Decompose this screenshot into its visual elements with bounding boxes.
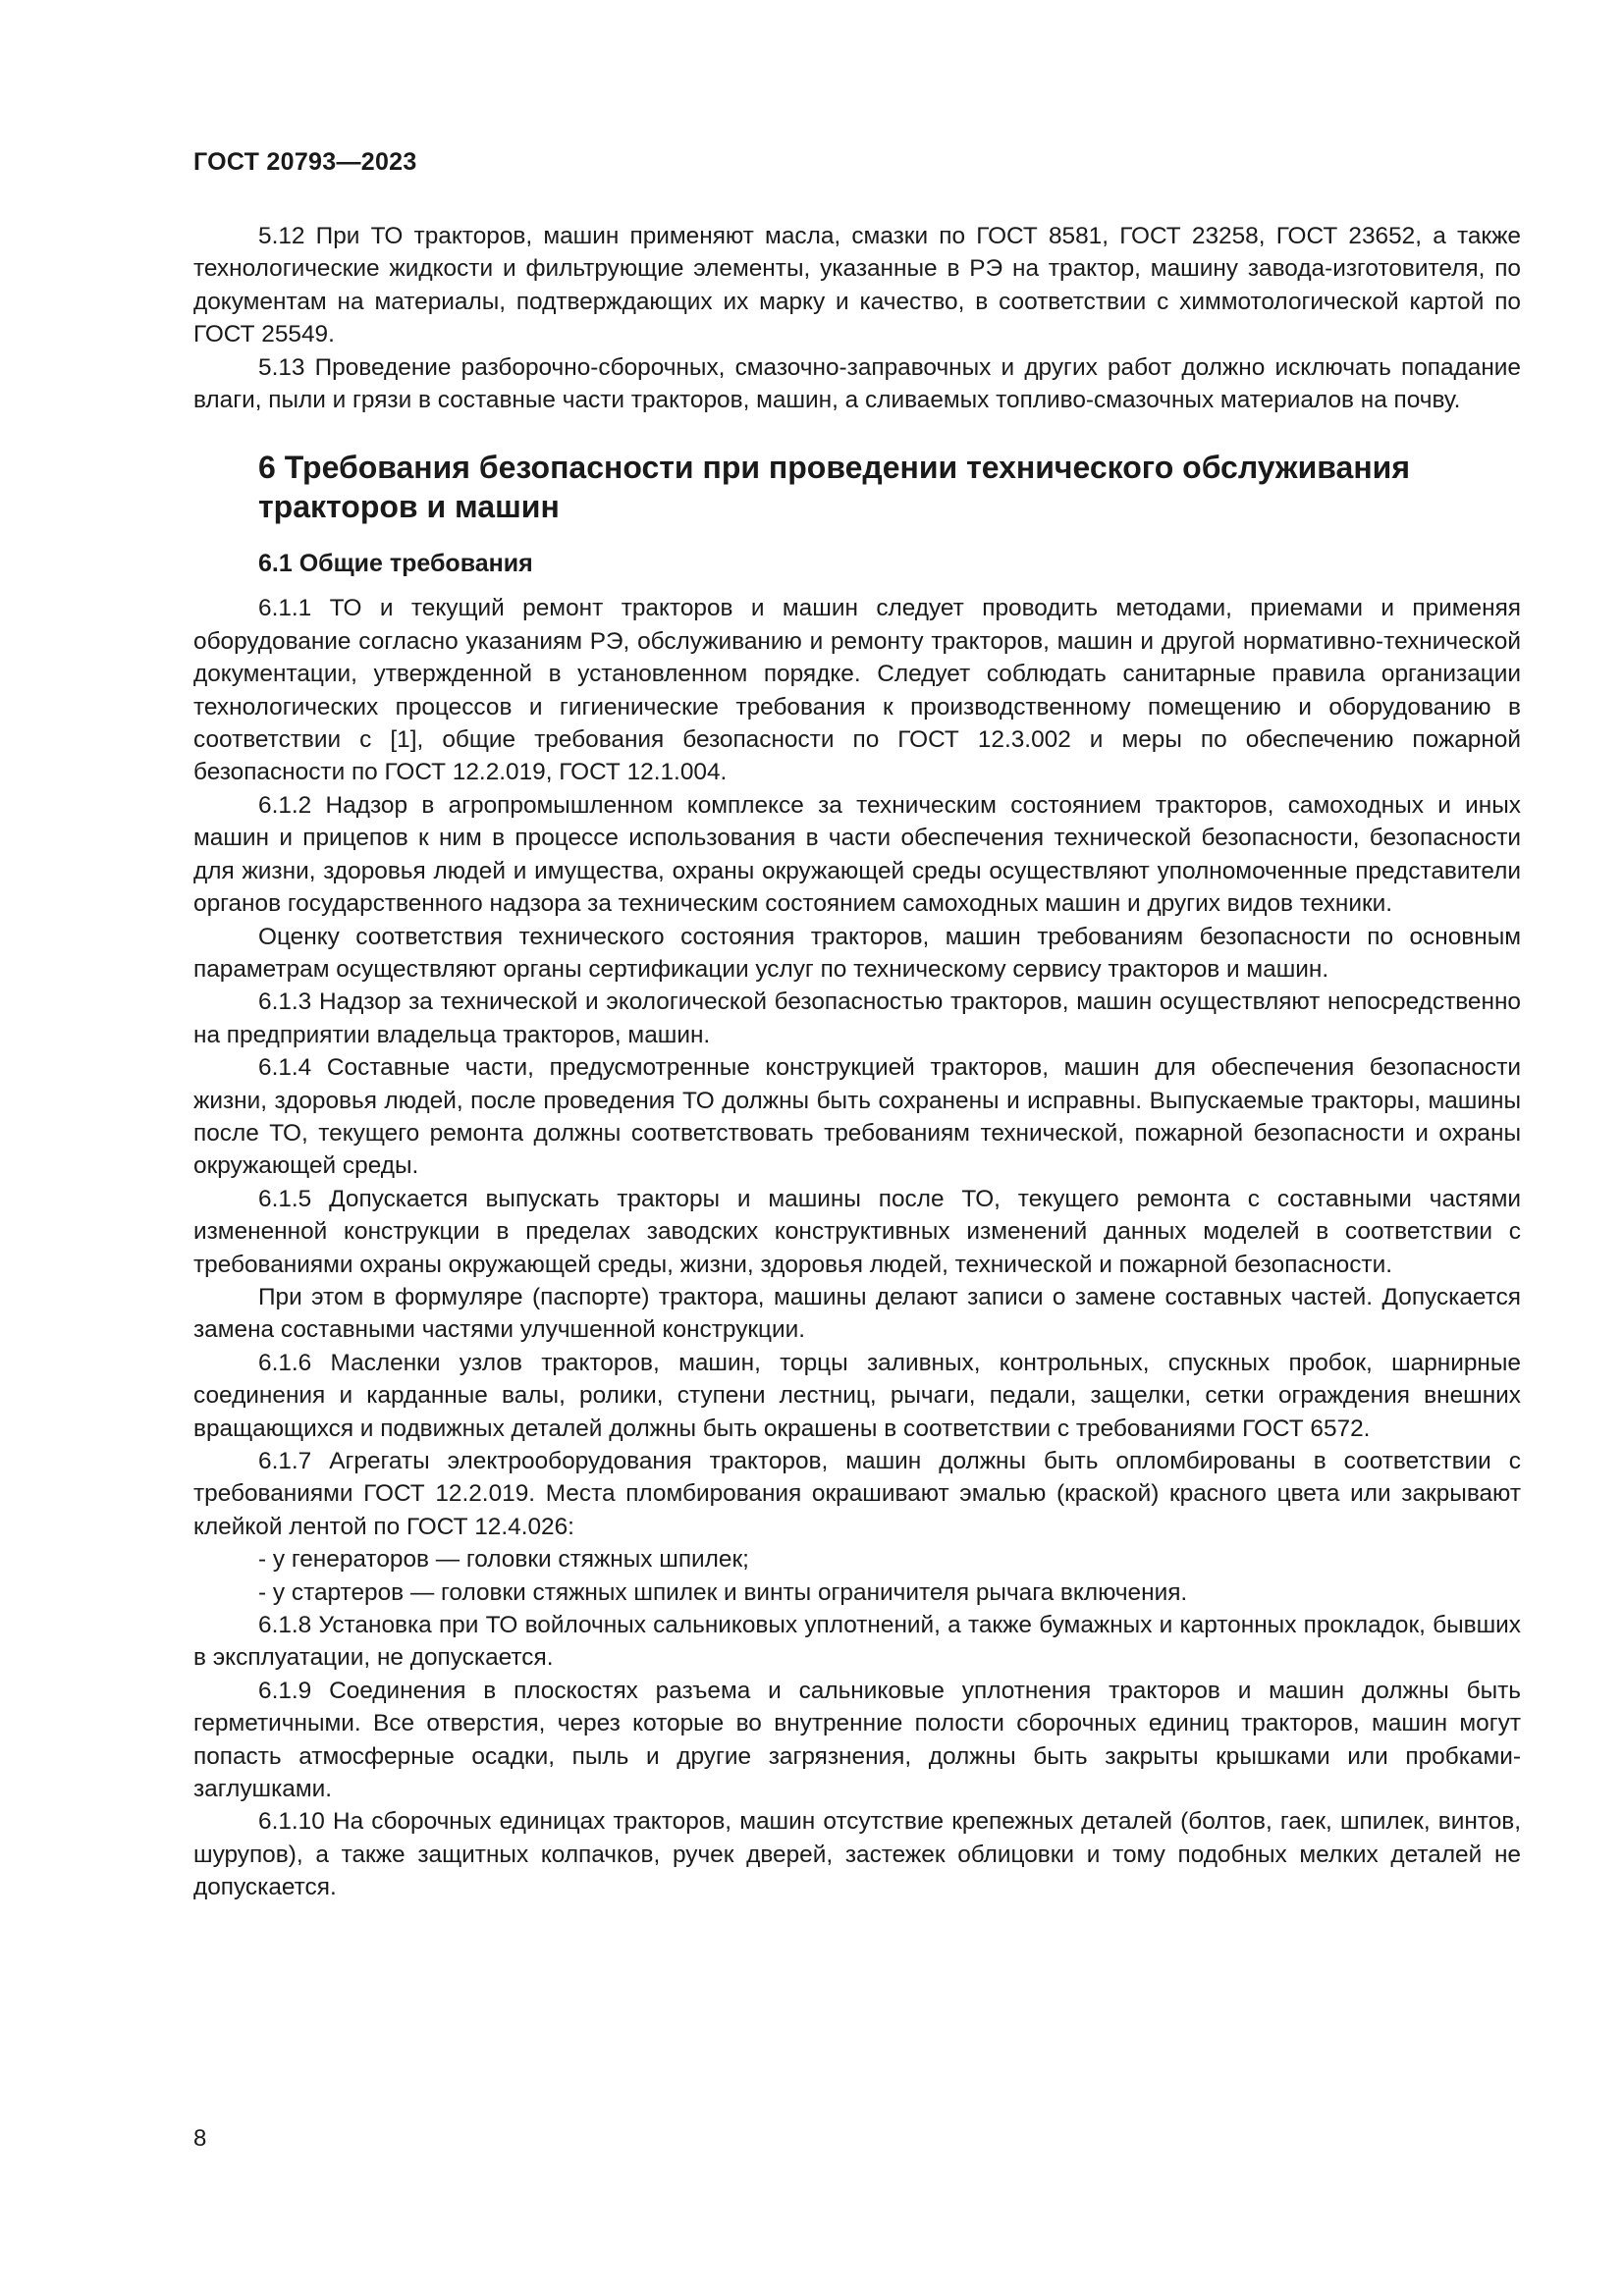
paragraph-5-13: 5.13 Проведение разборочно-сборочных, смазочно-заправочных и других работ должно исключать попадание влаги, пыли и грязи в составные части тракторов, машин, а сливаемых топливо-смазочных материалов на почву. — [193, 353, 1521, 414]
paragraph-6-1-5: 6.1.5 Допускается выпускать тракторы и машины после ТО, текущего ремонта с составными частями измененной конструкции в пределах заводских конструктивных изменений данных моделей в соответствии с требованиями охраны окружающей среды, жизни, здоровья людей, технической и пожарной безопасности. — [193, 1185, 1521, 1278]
paragraph-6-1-4: 6.1.4 Составные части, предусмотренные конструкцией тракторов, машин для обеспечения безопасности жизни, здоровья людей, после проведения ТО должны быть сохранены и исправны. Выпускаемые тракторы, машины после ТО, текущего ремонта должны соответствовать требованиям технической, пожарной безопасности и охраны окружающей среды. — [193, 1054, 1521, 1180]
paragraph-6-1-5-cont: При этом в формуляре (паспорте) трактора, машины делают записи о замене составных частей. Допускается замена составными частями улучшенной конструкции. — [193, 1283, 1521, 1344]
paragraph-6-1-2: 6.1.2 Надзор в агропромышленном комплексе за техническим состоянием тракторов, самоходных и иных машин и прицепов к ним в процессе использования в части обеспечения технической безопасности, безопасности для жизни, здоровья людей и имущества, охраны окружающей среды осуществляют уполномоченные представители органов государственного надзора за техническим состоянием самоходных машин и других видов техники. — [193, 791, 1521, 918]
page-body — [193, 220, 1521, 1904]
paragraph-6-1-3: 6.1.3 Надзор за технической и экологической безопасностью тракторов, машин осуществляют непосредственно на предприятии владельца тракторов, машин. — [193, 988, 1521, 1048]
paragraph-6-1-1: 6.1.1 ТО и текущий ремонт тракторов и машин следует проводить методами, приемами и применяя оборудование согласно указаниям РЭ, обслуживанию и ремонту тракторов, машин и другой нормативно-технической документации, утвержденной в установленном порядке. Следует соблюдать санитарные правила организации технологических процессов и гигиенические требования к производственному помещению и оборудованию в соответствии с [1], общие требования безопасности по ГОСТ 12.3.002 и меры по обеспечению пожарной безопасности по ГОСТ 12.2.019, ГОСТ 12.1.004. — [193, 595, 1521, 786]
section-6-1-title: 6.1 Общие требования — [258, 550, 533, 578]
paragraph-6-1-10: 6.1.10 На сборочных единицах тракторов, машин отсутствие крепежных деталей (болтов, гаек, шпилек, винтов, шурупов), а также защитных колпачков, ручек дверей, застежек облицовки и тому подобных мелких деталей не допускается. — [193, 1808, 1521, 1901]
document-code: ГОСТ 20793—2023 — [193, 148, 417, 176]
paragraph-6-1-8: 6.1.8 Установка при ТО войлочных сальниковых уплотнений, а также бумажных и картонных прокладок, бывших в эксплуатации, не допускается. — [193, 1612, 1521, 1672]
paragraph-5-12: 5.12 При ТО тракторов, машин применяют масла, смазки по ГОСТ 8581, ГОСТ 23258, ГОСТ 23652, а также технологические жидкости и фильтрующие элементы, указанные в РЭ на трактор, машину завода-изготовителя, по документам на материалы, подтверждающих их марку и качество, в соответствии с химмотологической картой по ГОСТ 25549. — [193, 223, 1521, 348]
page-number: 8 — [193, 2125, 207, 2152]
paragraph-6-1-6: 6.1.6 Масленки узлов тракторов, машин, торцы заливных, контрольных, спускных пробок, шарнирные соединения и карданные валы, ролики, ступени лестниц, рычаги, педали, защелки, сетки ограждения внешних вращающихся и подвижных деталей должны быть окрашены в соответствии с требованиями ГОСТ 6572. — [193, 1349, 1521, 1442]
paragraph-6-1-9: 6.1.9 Соединения в плоскостях разъема и сальниковые уплотнения тракторов и машин должны быть герметичными. Все отверстия, через которые во внутренние полости сборочных единиц тракторов, машин могут попасть атмосферные осадки, пыль и другие загрязнения, должны быть закрыты крышками или пробками-заглушками. — [193, 1677, 1521, 1803]
paragraph-6-1-7: 6.1.7 Агрегаты электрооборудования тракторов, машин должны быть опломбированы в соответствии с требованиями ГОСТ 12.2.019. Места пломбирования окрашивают эмалью (краской) красного цвета или закрывают клейкой лентой по ГОСТ 12.4.026: — [193, 1448, 1521, 1540]
list-item: - у стартеров — головки стяжных шпилек и винты ограничителя рычага включения. — [258, 1578, 1188, 1606]
section-6-title: 6 Требования безопасности при проведении технического обслуживания тракторов и машин — [258, 450, 1410, 525]
paragraph-6-1-2-cont: Оценку соответствия технического состояния тракторов, машин требованиям безопасности по основным параметрам осуществляют органы сертификации услуг по техническому сервису тракторов и машин. — [193, 923, 1521, 983]
list-item: - у генераторов — головки стяжных шпилек; — [258, 1546, 749, 1574]
